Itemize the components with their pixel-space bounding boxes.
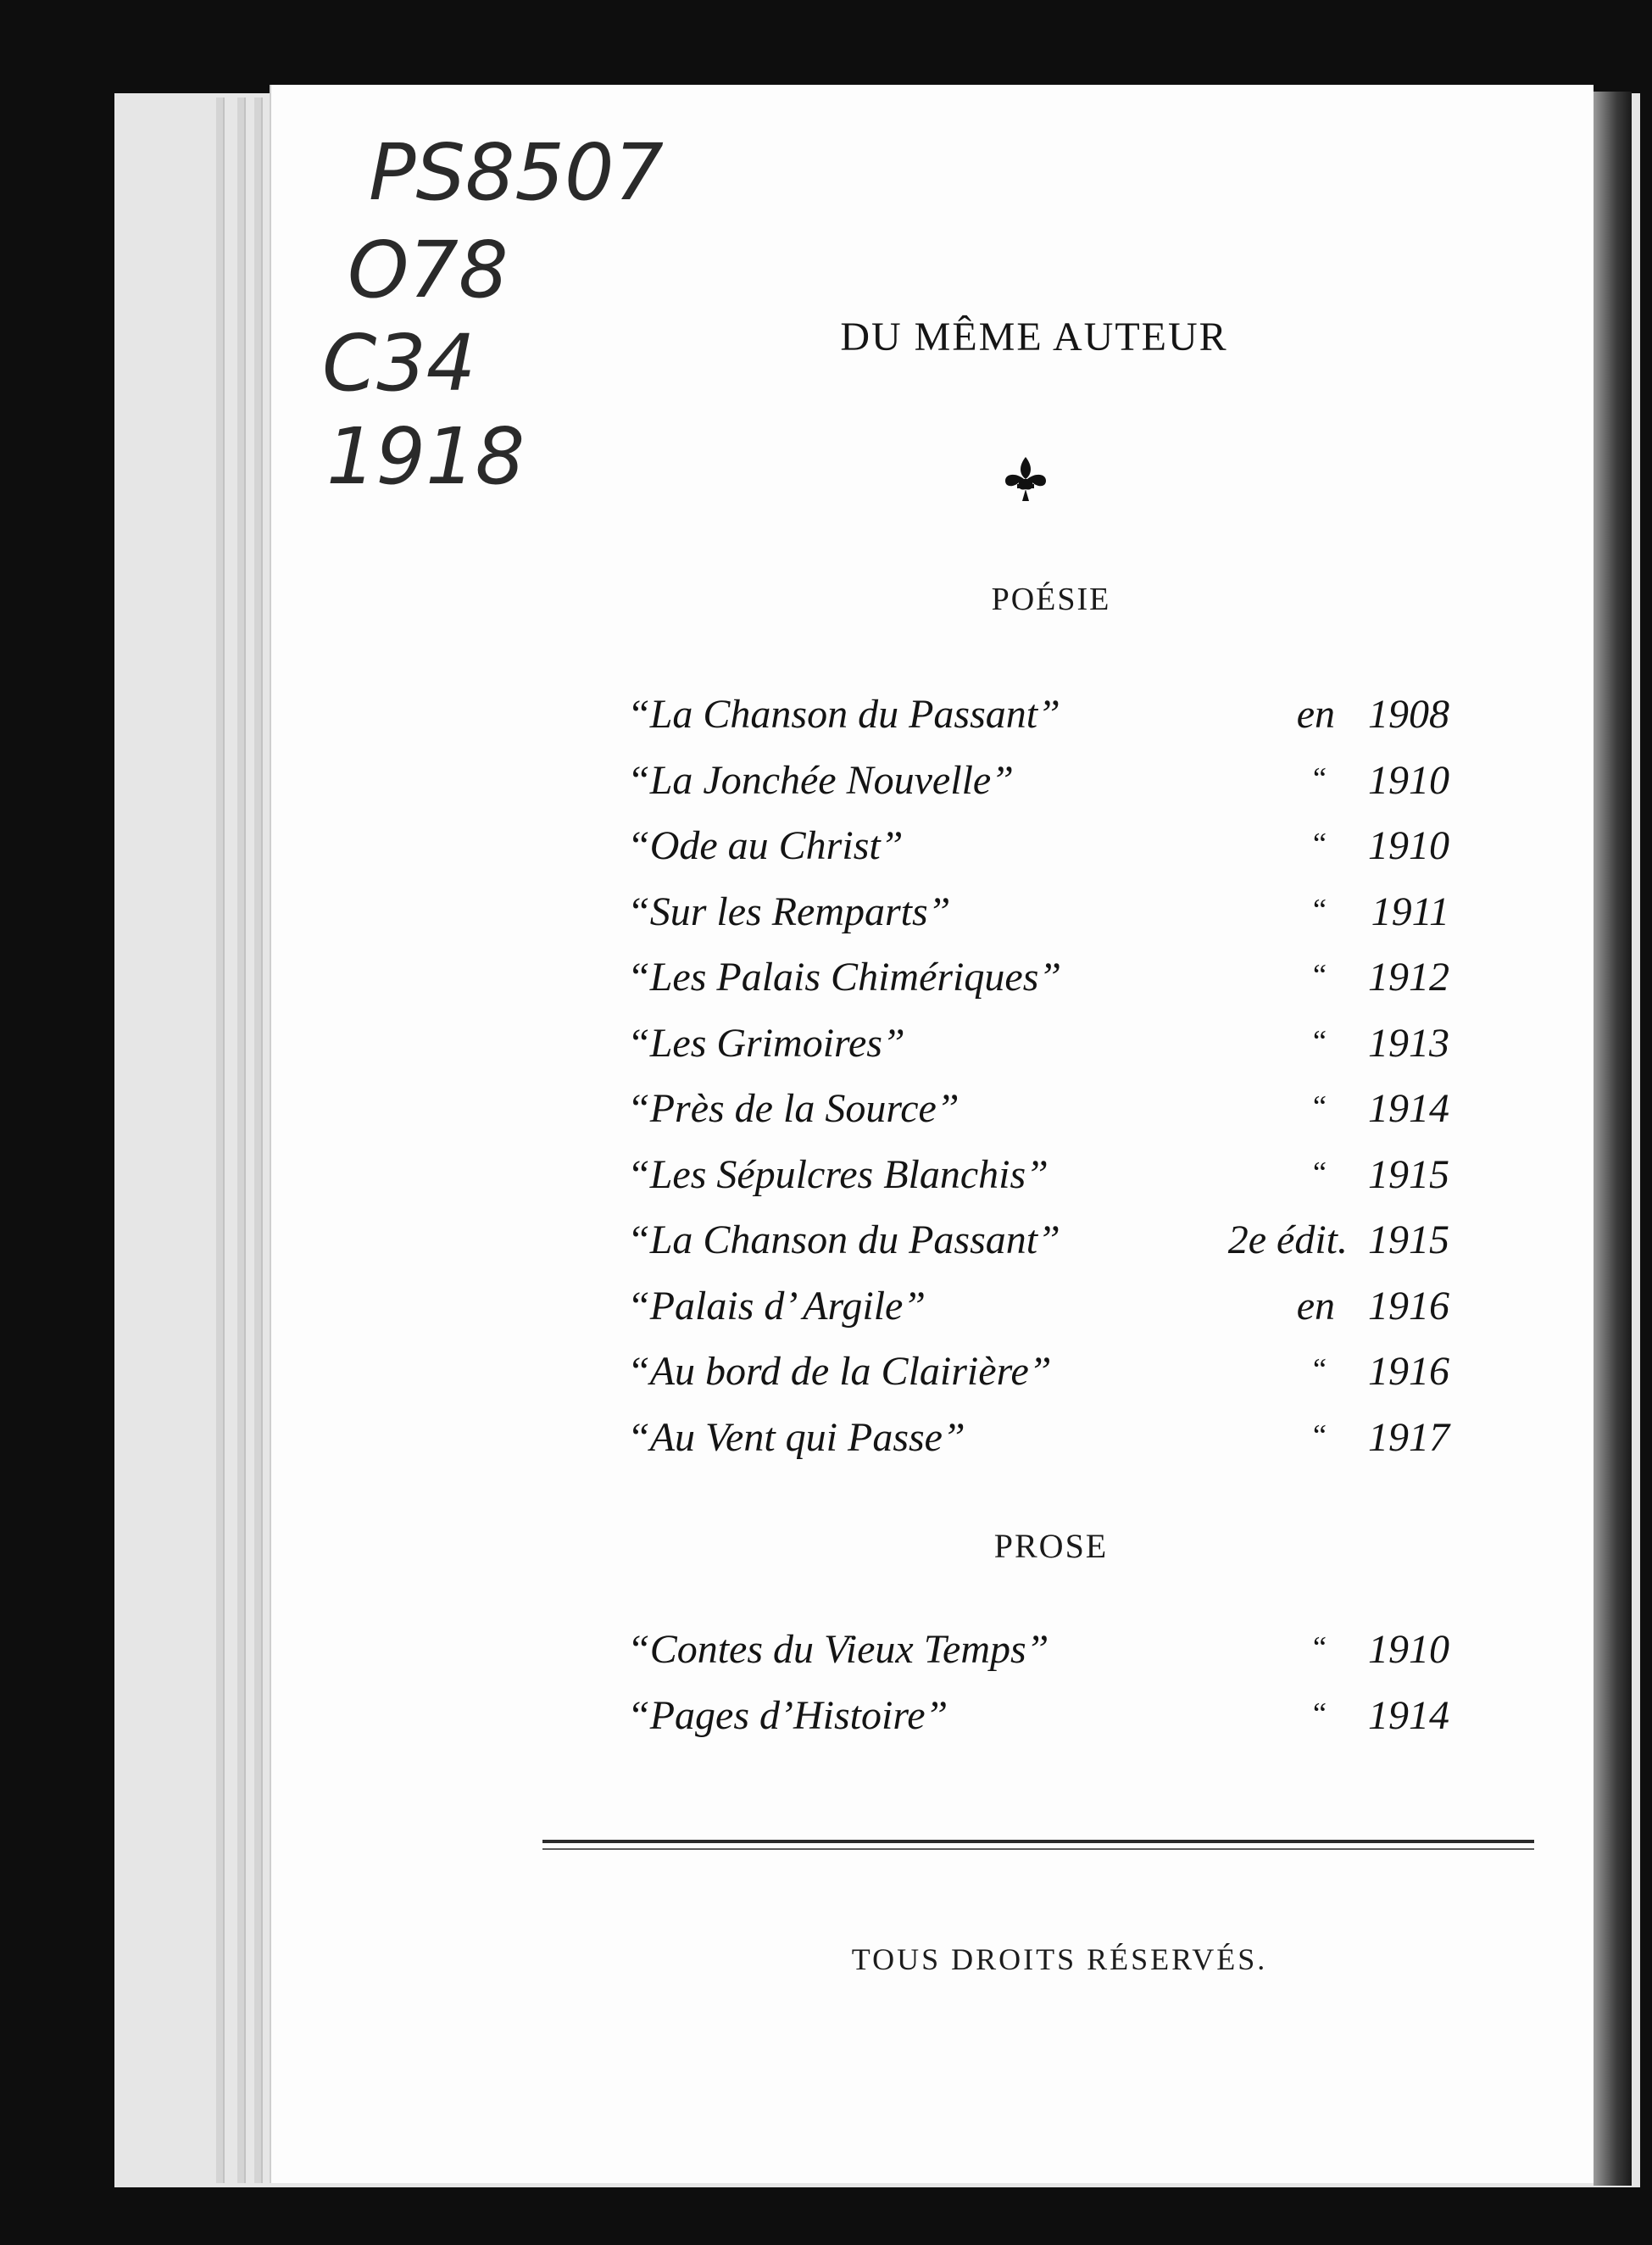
page-edge: [254, 97, 263, 2183]
work-title: “Ode au Christ”: [627, 823, 904, 868]
work-year: 1912: [1368, 955, 1449, 1000]
call-number-line: C34: [322, 318, 476, 409]
call-number-line: 1918: [326, 411, 526, 502]
page-heading: DU MÊME AUTEUR: [840, 315, 1228, 359]
list-item: [627, 757, 1475, 823]
work-title: “La Chanson du Passant”: [627, 692, 1060, 737]
work-edition: “: [1313, 1155, 1327, 1189]
work-title: “Pages d’Histoire”: [627, 1692, 948, 1738]
work-year: 1913: [1368, 1020, 1449, 1066]
work-title: “Au bord de la Clairière”: [627, 1349, 1052, 1394]
work-edition: “: [1313, 827, 1327, 861]
list-item: [627, 1151, 1475, 1217]
work-title: “Contes du Vieux Temps”: [627, 1627, 1049, 1672]
work-year: 1915: [1368, 1151, 1449, 1197]
work-edition: “: [1313, 958, 1327, 992]
work-edition: “: [1313, 1089, 1327, 1123]
list-item: [627, 889, 1475, 955]
work-title: “Près de la Source”: [627, 1086, 959, 1131]
list-item: [627, 822, 1475, 889]
page-edge: [216, 97, 225, 2183]
work-edition: “: [1313, 1630, 1327, 1664]
list-item: [627, 1283, 1475, 1349]
call-number-line: O78: [348, 225, 509, 315]
section-title-prose: PROSE: [993, 1527, 1109, 1565]
work-edition: “: [1313, 1418, 1327, 1452]
book-spine-shadow: [1594, 92, 1632, 2186]
list-item: [627, 1626, 1475, 1692]
work-edition: en: [1296, 1283, 1335, 1329]
work-title: “Palais d’ Argile”: [627, 1283, 926, 1329]
work-title: “Les Sépulcres Blanchis”: [627, 1151, 1048, 1197]
work-year: 1910: [1368, 757, 1449, 803]
section-title-poesie: POÉSIE: [991, 582, 1111, 617]
work-year: 1915: [1368, 1217, 1449, 1262]
poesie-work-list: [627, 691, 1475, 1479]
work-year: 1911: [1371, 889, 1449, 934]
list-item: [627, 691, 1475, 757]
prose-work-list: [627, 1626, 1475, 1758]
list-item: [627, 1348, 1475, 1414]
work-title: “La Jonchée Nouvelle”: [627, 757, 1014, 803]
work-edition: “: [1313, 1696, 1327, 1730]
list-item: [627, 1692, 1475, 1758]
work-title: “Les Palais Chimériques”: [627, 955, 1062, 1000]
work-edition: “: [1313, 892, 1327, 927]
work-edition: en: [1296, 692, 1335, 737]
fleur-de-lis-icon: [1000, 454, 1051, 504]
divider-rule: [542, 1840, 1534, 1843]
rights-notice: TOUS DROITS RÉSERVÉS.: [851, 1942, 1268, 1976]
list-item: [627, 954, 1475, 1020]
page-edge: [237, 97, 246, 2183]
list-item: [627, 1020, 1475, 1086]
work-year: 1910: [1368, 1627, 1449, 1672]
list-item: [627, 1217, 1475, 1283]
work-edition: “: [1313, 1352, 1327, 1386]
list-item: [627, 1085, 1475, 1151]
work-year: 1914: [1368, 1692, 1449, 1738]
work-year: 1908: [1368, 692, 1449, 737]
work-title: “Au Vent qui Passe”: [627, 1414, 965, 1460]
work-year: 1910: [1368, 823, 1449, 868]
work-title: “Sur les Remparts”: [627, 889, 951, 934]
call-number-line: PS8507: [369, 127, 665, 218]
work-edition: “: [1313, 760, 1327, 795]
list-item: [627, 1414, 1475, 1480]
work-year: 1914: [1368, 1086, 1449, 1131]
work-year: 1916: [1368, 1349, 1449, 1394]
work-year: 1917: [1368, 1414, 1449, 1460]
work-year: 1916: [1368, 1283, 1449, 1329]
work-edition: 2e édit.: [1227, 1217, 1348, 1262]
work-edition: “: [1313, 1023, 1327, 1058]
work-title: “La Chanson du Passant”: [627, 1217, 1060, 1262]
handwritten-call-number: [322, 119, 746, 509]
work-title: “Les Grimoires”: [627, 1020, 905, 1066]
divider-rule: [542, 1848, 1534, 1850]
